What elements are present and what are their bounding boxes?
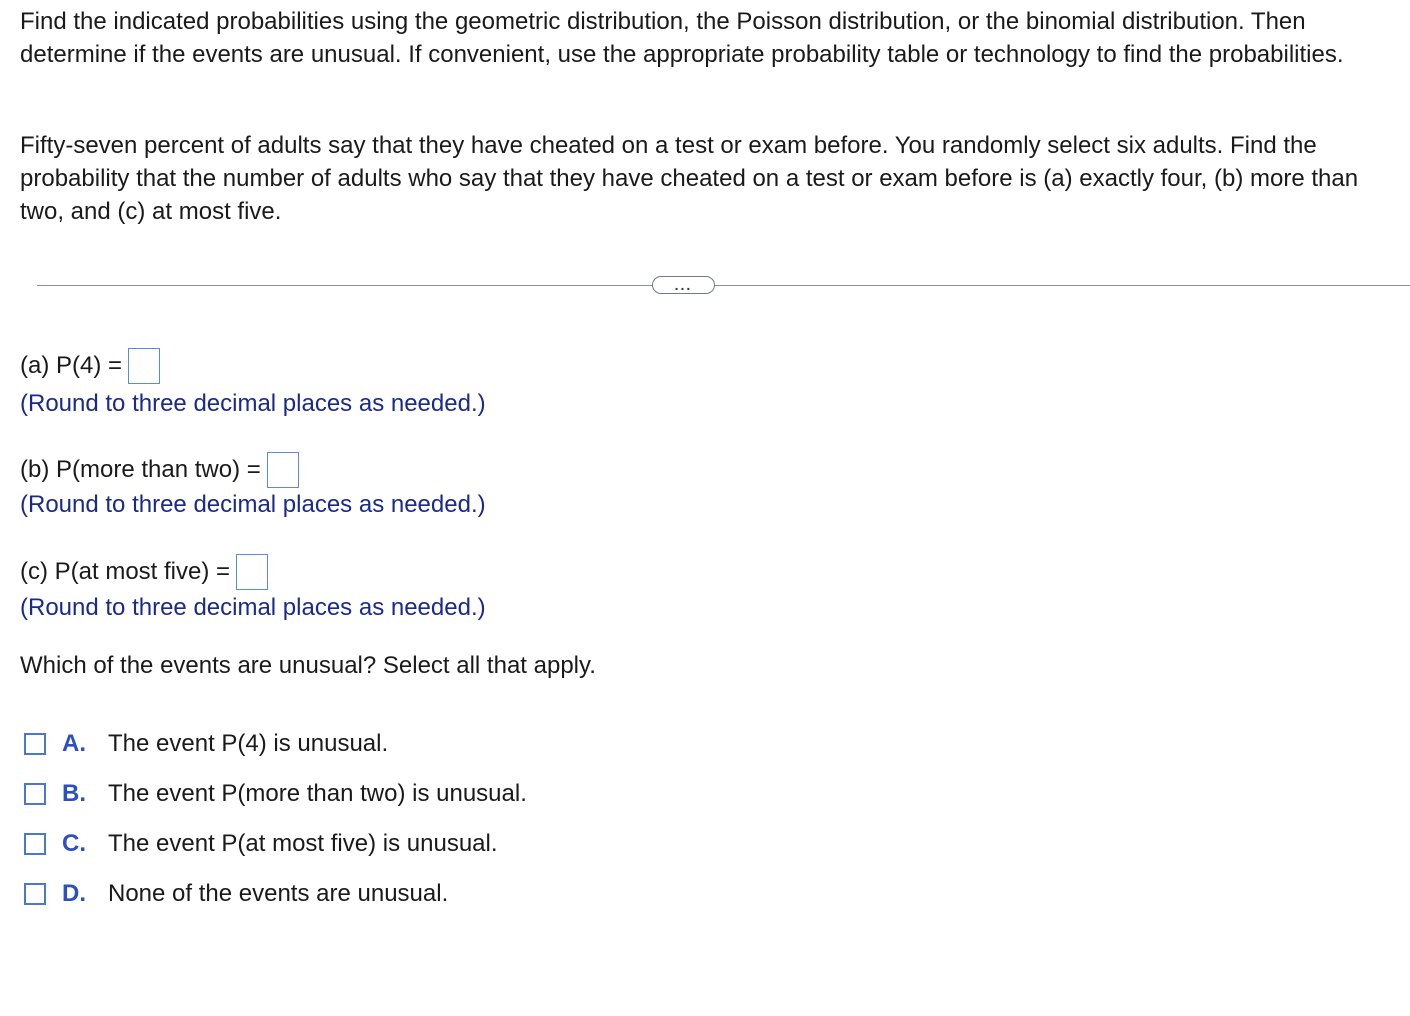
part-b-hint: (Round to three decimal places as needed.) bbox=[20, 491, 486, 518]
more-options-button[interactable]: ... bbox=[652, 276, 715, 294]
instructions-text: Find the indicated probabilities using the geometric distribution, the Poisson distribution, or the binomial distribution. Then determine if the events are unusual. If convenient, use the appropriate probability table or technology to find the probabilities. bbox=[20, 8, 1344, 68]
option-b-text: The event P(more than two) is unusual. bbox=[108, 780, 527, 807]
option-c-checkbox[interactable] bbox=[24, 833, 46, 855]
option-c-letter: C. bbox=[62, 830, 86, 857]
option-c-text: The event P(at most five) is unusual. bbox=[108, 830, 498, 857]
option-b-letter: B. bbox=[62, 780, 86, 807]
part-a-answer-input[interactable] bbox=[128, 348, 160, 384]
option-c[interactable] bbox=[24, 829, 498, 859]
part-a-row bbox=[20, 348, 160, 384]
part-a-label: (a) P(4) = bbox=[20, 352, 123, 379]
option-d[interactable] bbox=[24, 879, 448, 909]
option-a-checkbox[interactable] bbox=[24, 733, 46, 755]
option-b[interactable] bbox=[24, 779, 527, 809]
part-c-row bbox=[20, 554, 268, 590]
part-a-hint: (Round to three decimal places as needed.) bbox=[20, 390, 486, 417]
part-c-label: (c) P(at most five) = bbox=[20, 558, 231, 585]
problem-statement: Fifty-seven percent of adults say that they have cheated on a test or exam before. You randomly select six adults. Find the probability that the number of adults who say that they have cheated on a test or exam before is (a) exactly four, (b) more than two, and (c) at most five. bbox=[20, 132, 1359, 225]
part-b-row bbox=[20, 452, 299, 488]
option-a-text: The event P(4) is unusual. bbox=[108, 730, 389, 757]
section-divider bbox=[37, 285, 1410, 286]
option-a[interactable] bbox=[24, 729, 388, 759]
option-a-letter: A. bbox=[62, 730, 86, 757]
option-b-checkbox[interactable] bbox=[24, 783, 46, 805]
part-b-answer-input[interactable] bbox=[267, 452, 299, 488]
part-c-answer-input[interactable] bbox=[236, 554, 268, 590]
option-d-text: None of the events are unusual. bbox=[108, 880, 449, 907]
part-b-label: (b) P(more than two) = bbox=[20, 456, 261, 483]
option-d-checkbox[interactable] bbox=[24, 883, 46, 905]
part-c-hint: (Round to three decimal places as needed.) bbox=[20, 594, 486, 621]
option-d-letter: D. bbox=[62, 880, 86, 907]
unusual-question: Which of the events are unusual? Select all that apply. bbox=[20, 652, 596, 679]
